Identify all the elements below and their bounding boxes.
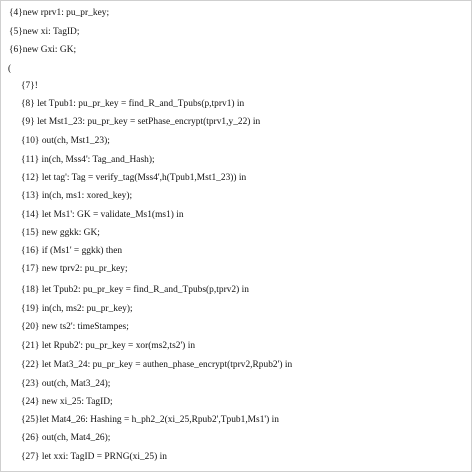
code-line: {27} let xxi: TagID = PRNG(xi_25) in xyxy=(21,452,167,462)
code-line: {13} in(ch, ms1: xored_key); xyxy=(21,191,133,201)
code-line: {15} new ggkk: GK; xyxy=(21,228,100,238)
code-line: {23} out(ch, Mat3_24); xyxy=(21,379,111,389)
code-line: ( xyxy=(8,64,12,74)
code-line: {5}new xi: TagID; xyxy=(9,27,80,37)
code-line: {19} in(ch, ms2: pu_pr_key); xyxy=(21,304,133,314)
code-line: {10} out(ch, Mst1_23); xyxy=(21,136,110,146)
code-line: {24} new xi_25: TagID; xyxy=(21,397,113,407)
code-line: {12} let tag': Tag = verify_tag(Mss4',h(Tpub1,Mst1_23)) in xyxy=(21,173,247,183)
code-line: {16} if (Ms1' = ggkk) then xyxy=(21,246,123,256)
code-line: {22} let Mat3_24: pu_pr_key = authen_phase_encrypt(tprv2,Rpub2') in xyxy=(21,360,293,370)
code-line: {17} new tprv2: pu_pr_key; xyxy=(21,264,128,274)
code-line: {14} let Ms1': GK = validate_Ms1(ms1) in xyxy=(21,210,184,220)
code-line: {4}new rprv1: pu_pr_key; xyxy=(9,8,110,18)
code-line: {26} out(ch, Mat4_26); xyxy=(21,433,111,443)
code-line: {18} let Tpub2: pu_pr_key = find_R_and_Tpubs(p,tprv2) in xyxy=(21,285,249,295)
code-line: {11} in(ch, Mss4': Tag_and_Hash); xyxy=(21,155,155,165)
code-line: {21} let Rpub2': pu_pr_key = xor(ms2,ts2') in xyxy=(21,341,196,351)
code-line: {20} new ts2': timeStampes; xyxy=(21,322,129,332)
code-line: {8} let Tpub1: pu_pr_key = find_R_and_Tpubs(p,tprv1) in xyxy=(21,99,245,109)
code-line: {25}let Mat4_26: Hashing = h_ph2_2(xi_25,Rpub2',Tpub1,Ms1') in xyxy=(21,415,279,425)
code-line: {9} let Mst1_23: pu_pr_key = setPhase_encrypt(tprv1,y_22) in xyxy=(21,117,261,127)
code-line: {6}new Gxi: GK; xyxy=(9,45,77,55)
code-line: {7}! xyxy=(21,81,38,91)
